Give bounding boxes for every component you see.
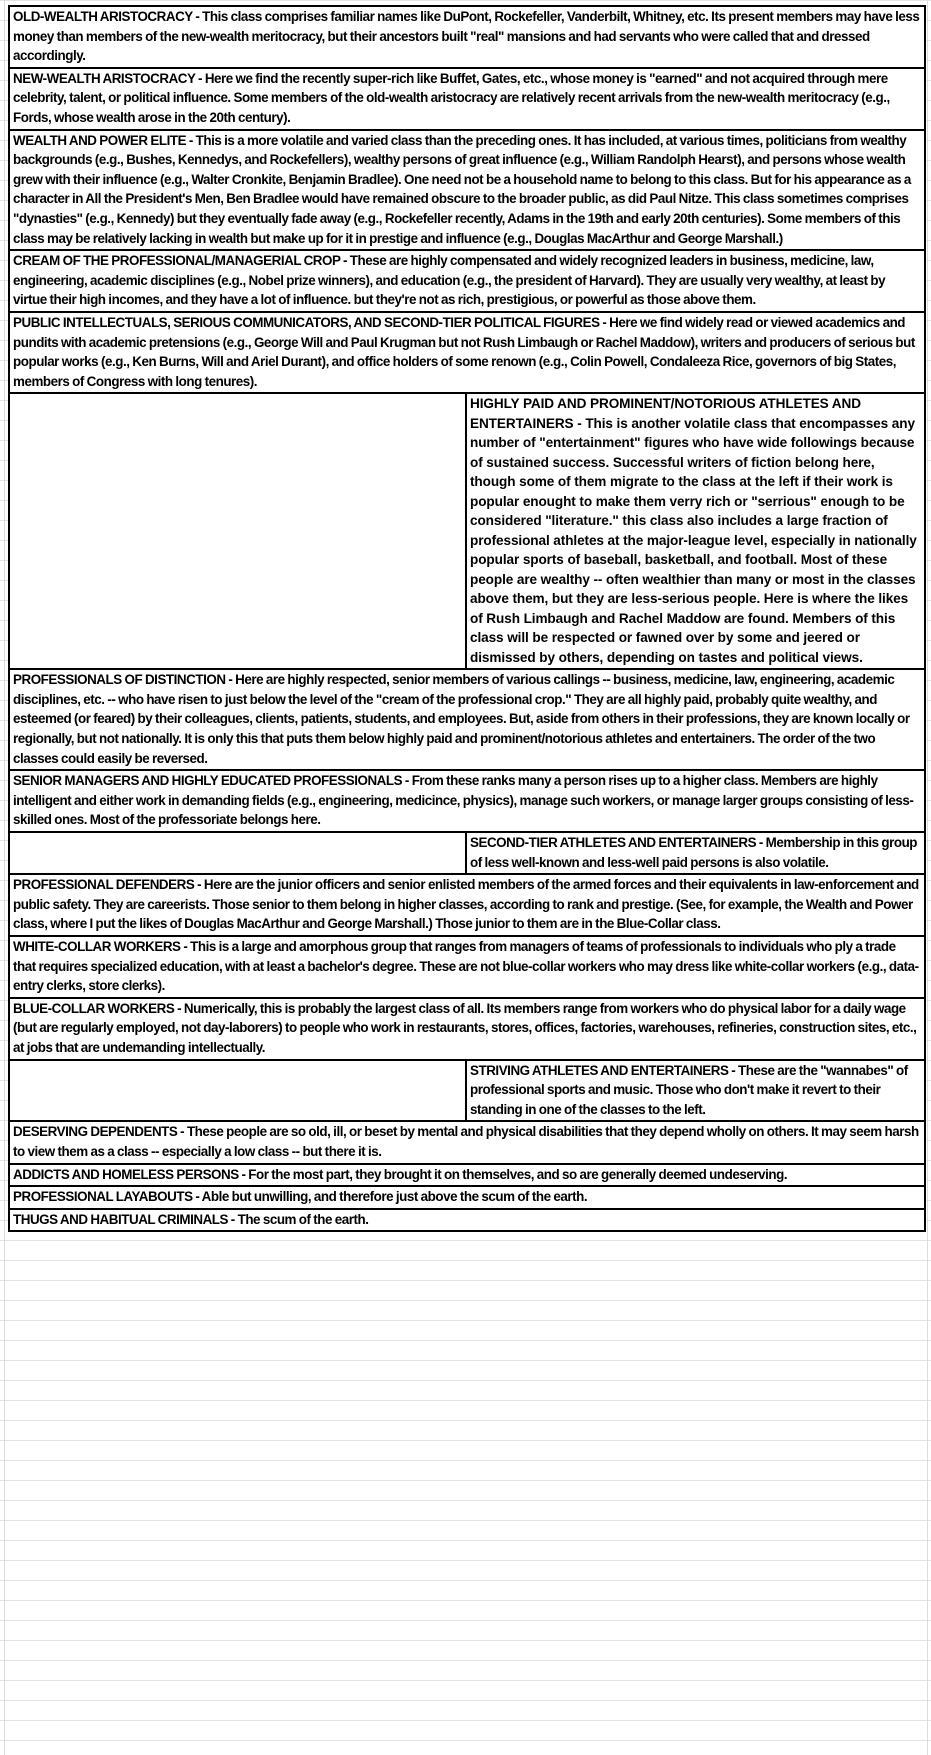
class-description: Here we find the recently super-rich like Buffet, Gates, etc., whose money is "earned" and not acquired through mere celebrity, talent, or political influence. Some members of the old-wealth aristocracy are relatively recent arrivals from the new-wealth meritocracy (e.g., Fords, whose wealth arose in the 20th century). xyxy=(13,70,890,125)
class-description: This is another volatile class that encompasses any number of "entertainment" figures who have wide followings because of sustained success. Successful writers of fiction belong here, though some of them migrate to the class at the left if their work is popular enought to make them verry rich or "serrious" enough to be considered "literature." this class also includes a large fraction of professional athletes at the major-league level, especially in nationally popular sports of baseball, basketball, and football. Most of these people are wealthy -- often wealthier than many or most in the classes above them, but they are less-serious people. Here is where the likes of Rush Limbaugh and Rachel Maddow are found. Members of this class will be respected or fawned over by some and jeered or dismissed by others, depending on tastes and political views. xyxy=(470,415,917,665)
class-description: Membership in this group of less well-known and less-well paid persons is also volatile. xyxy=(470,835,918,870)
empty-left-cell[interactable] xyxy=(9,1060,466,1122)
table-row xyxy=(9,1164,925,1187)
table-row xyxy=(9,393,925,669)
class-cell-striving-athletes[interactable] xyxy=(466,1060,925,1122)
class-description: Here are the junior officers and senior enlisted members of the armed forces and their equivalents in law-enforcement and public safety. They are careerists. Those senior to them belong in higher classes, according to rank and prestige. (See, for example, the Wealth and Power class, where I put the likes of Douglas MacArthur and George Marshall.) Those junior to them are in the Blue-Collar class. xyxy=(13,877,919,932)
separator: - xyxy=(192,9,203,24)
class-cell-old-wealth-aristocracy[interactable] xyxy=(9,6,925,68)
separator: - xyxy=(728,1062,739,1078)
class-title: HIGHLY PAID AND PROMINENT/NOTORIOUS ATHLETES AND ENTERTAINERS xyxy=(470,396,861,431)
class-title: BLUE-COLLAR WORKERS xyxy=(13,1000,175,1016)
class-description: From these ranks many a person rises up to a higher class. Members are highly intelligent and either work in demanding fields (e.g., engineering, medicince, physics), manage such workers, or manage larger groups consisting of less-skilled ones. Most of the professoriate belongs here. xyxy=(13,773,914,828)
table-row xyxy=(9,312,925,393)
class-description: These are the "wannabes" of professional sports and music. Those who don't make it revert to their standing in one of the classes to the left. xyxy=(470,1062,908,1117)
class-title: NEW-WEALTH ARISTOCRACY xyxy=(13,70,196,86)
separator: - xyxy=(599,314,610,330)
table-row xyxy=(9,1209,925,1232)
class-title: PROFESSIONAL LAYABOUTS xyxy=(13,1189,193,1205)
class-title: WEALTH AND POWER ELITE xyxy=(13,132,187,148)
class-title: SECOND-TIER ATHLETES AND ENTERTAINERS xyxy=(470,835,759,851)
separator: - xyxy=(238,1166,249,1182)
separator: - xyxy=(195,70,205,86)
class-title: PROFESSIONAL DEFENDERS xyxy=(13,877,195,893)
class-cell-highly-paid-athletes-entertainers[interactable] xyxy=(466,393,925,669)
table-row xyxy=(9,669,925,770)
class-cell-professional-layabouts[interactable] xyxy=(9,1186,925,1209)
class-hierarchy-table xyxy=(8,5,926,1232)
class-cell-white-collar-workers[interactable] xyxy=(9,936,925,998)
separator: - xyxy=(192,1189,202,1205)
table-row xyxy=(9,832,925,874)
class-title: ADDICTS AND HOMELESS PERSONS xyxy=(13,1166,239,1182)
class-description: For the most part, they brought it on themselves, and so are generally deemed undeserving. xyxy=(248,1166,788,1182)
class-title: OLD-WEALTH ARISTOCRACY xyxy=(13,9,193,24)
class-title: PUBLIC INTELLECTUALS, SERIOUS COMMUNICATORS, AND SECOND-TIER POLITICAL FIGURES xyxy=(13,314,600,330)
separator: - xyxy=(573,415,586,431)
table-row xyxy=(9,1060,925,1122)
class-cell-addicts-homeless[interactable] xyxy=(9,1164,925,1187)
class-title: THUGS AND HABITUAL CRIMINALS xyxy=(13,1211,229,1227)
table-row xyxy=(9,6,925,68)
separator: - xyxy=(402,773,412,789)
separator: - xyxy=(340,253,350,269)
table-row xyxy=(9,770,925,832)
class-description: Here are highly respected, senior members of various callings -- business, medicine, law, engineering, academic disciplines, etc. -- who have risen to just below the level of the "cream of the professional crop." They are all highly paid, probably quite wealthy, and esteemed (or feared) by their colleagues, clients, patients, students, and employees. But, aside from others in their professions, they are known locally or regionally, but not nationally. It is only this that puts them below highly paid and prominent/notorious athletes and entertainers. The order of the two classes could easily be reversed. xyxy=(13,672,910,766)
table-row xyxy=(9,68,925,130)
class-cell-professionals-of-distinction[interactable] xyxy=(9,669,925,770)
class-cell-blue-collar-workers[interactable] xyxy=(9,998,925,1060)
class-title: SENIOR MANAGERS AND HIGHLY EDUCATED PROFESSIONALS xyxy=(13,773,403,789)
class-description: Here we find widely read or viewed academics and pundits with academic pretensions (e.g., George Will and Paul Krugman but not Rush Limbaugh or Rachel Maddow), writers and producers of serious but popular works (e.g., Ken Burns, Will and Ariel Durant), and office holders of some renown (e.g., Colin Powell, Condaleeza Rice, governors of big States, members of Congress with long tenures). xyxy=(13,314,915,389)
separator: - xyxy=(228,1211,238,1227)
class-description: Able but unwilling, and therefore just above the scum of the earth. xyxy=(201,1189,588,1205)
class-cell-professional-defenders[interactable] xyxy=(9,874,925,936)
separator: - xyxy=(174,1000,184,1016)
class-cell-thugs-habitual-criminals[interactable] xyxy=(9,1209,925,1232)
separator: - xyxy=(225,672,236,688)
gridline xyxy=(4,0,5,1755)
table-row xyxy=(9,1186,925,1209)
table-row xyxy=(9,998,925,1060)
separator: - xyxy=(194,877,204,893)
class-description: These people are so old, ill, or beset by mental and physical disabilities that they depend wholly on others. It may seem harsh to view them as a class -- especially a low class -- but there it is. xyxy=(13,1124,919,1159)
class-description: This is a large and amorphous group that ranges from managers of teams of professionals to individuals who ply a trade that requires specialized education, with at least a bachelor's degree. These are not blue-collar workers who may dress like white-collar workers (e.g., data-entry clerks, store clerks). xyxy=(13,939,919,994)
class-description: Numerically, this is probably the largest class of all. Its members range from workers who do physical labor for a daily wage (but are regularly employed, not day-laborers) to people who work in restaurants, stores, offices, factories, warehouses, refineries, construction sites, etc., at jobs that are undemanding intellectually. xyxy=(13,1000,917,1055)
class-description: This class comprises familiar names like DuPont, Rockefeller, Vanderbilt, Whitney, etc. Its present members may have less money than members of the new-wealth meritocracy, but their ancestors built "real" mansions and had servants who were called that and dressed accordingly. xyxy=(13,9,920,64)
class-cell-wealth-and-power-elite[interactable] xyxy=(9,130,925,251)
class-description: These are highly compensated and widely recognized leaders in business, medicine, law, engineering, academic disciplines (e.g., Nobel prize winners), and education (e.g., the president of Harvard). They are usually very wealthy, at least by virtue their high incomes, and they have a lot of influence. but they're not as rich, prestigious, or powerful as those above them. xyxy=(13,253,886,308)
class-title: WHITE-COLLAR WORKERS xyxy=(13,939,181,954)
separator: - xyxy=(180,939,191,954)
table-row xyxy=(9,936,925,998)
class-cell-second-tier-athletes[interactable] xyxy=(466,832,925,874)
class-cell-new-wealth-aristocracy[interactable] xyxy=(9,68,925,130)
class-title: PROFESSIONALS OF DISTINCTION xyxy=(13,672,226,688)
empty-left-cell[interactable] xyxy=(9,393,466,669)
class-cell-senior-managers[interactable] xyxy=(9,770,925,832)
class-title: CREAM OF THE PROFESSIONAL/MANAGERIAL CROP xyxy=(13,253,341,269)
table-row xyxy=(9,1121,925,1163)
table-row xyxy=(9,874,925,936)
separator: - xyxy=(177,1124,187,1140)
gridline xyxy=(927,0,928,1755)
class-description: The scum of the earth. xyxy=(237,1211,369,1227)
class-title: DESERVING DEPENDENTS xyxy=(13,1124,178,1140)
separator: - xyxy=(758,835,766,851)
class-description: This is a more volatile and varied class than the preceding ones. It has included, at various times, politicians from wealthy backgrounds (e.g., Bushes, Kennedys, and Rockefellers), wealthy persons of great influence (e.g., William Randolph Hearst), and persons whose wealth grew with their influence (e.g., Walter Cronkite, Benjamin Bradlee). One need not be a household name to belong to this class. But for his appearance as a character in All the President's Men, Ben Bradlee would have remained obscure to the broader public, as did Paul Nitze. This class sometimes comprises "dynasties" (e.g., Kennedy) but they eventually fade away (e.g., Rockefeller recently, Adams in the 19th and early 20th centuries). Some members of this class may be relatively lacking in wealth but make up for it in prestige and influence (e.g., Douglas MacArthur and George Marshall.) xyxy=(13,132,911,246)
class-title: STRIVING ATHLETES AND ENTERTAINERS xyxy=(470,1062,729,1078)
table-row xyxy=(9,250,925,312)
table-row xyxy=(9,130,925,251)
class-cell-deserving-dependents[interactable] xyxy=(9,1121,925,1163)
class-cell-public-intellectuals[interactable] xyxy=(9,312,925,393)
class-cell-cream-of-professional-crop[interactable] xyxy=(9,250,925,312)
separator: - xyxy=(186,132,196,148)
empty-left-cell[interactable] xyxy=(9,832,466,874)
